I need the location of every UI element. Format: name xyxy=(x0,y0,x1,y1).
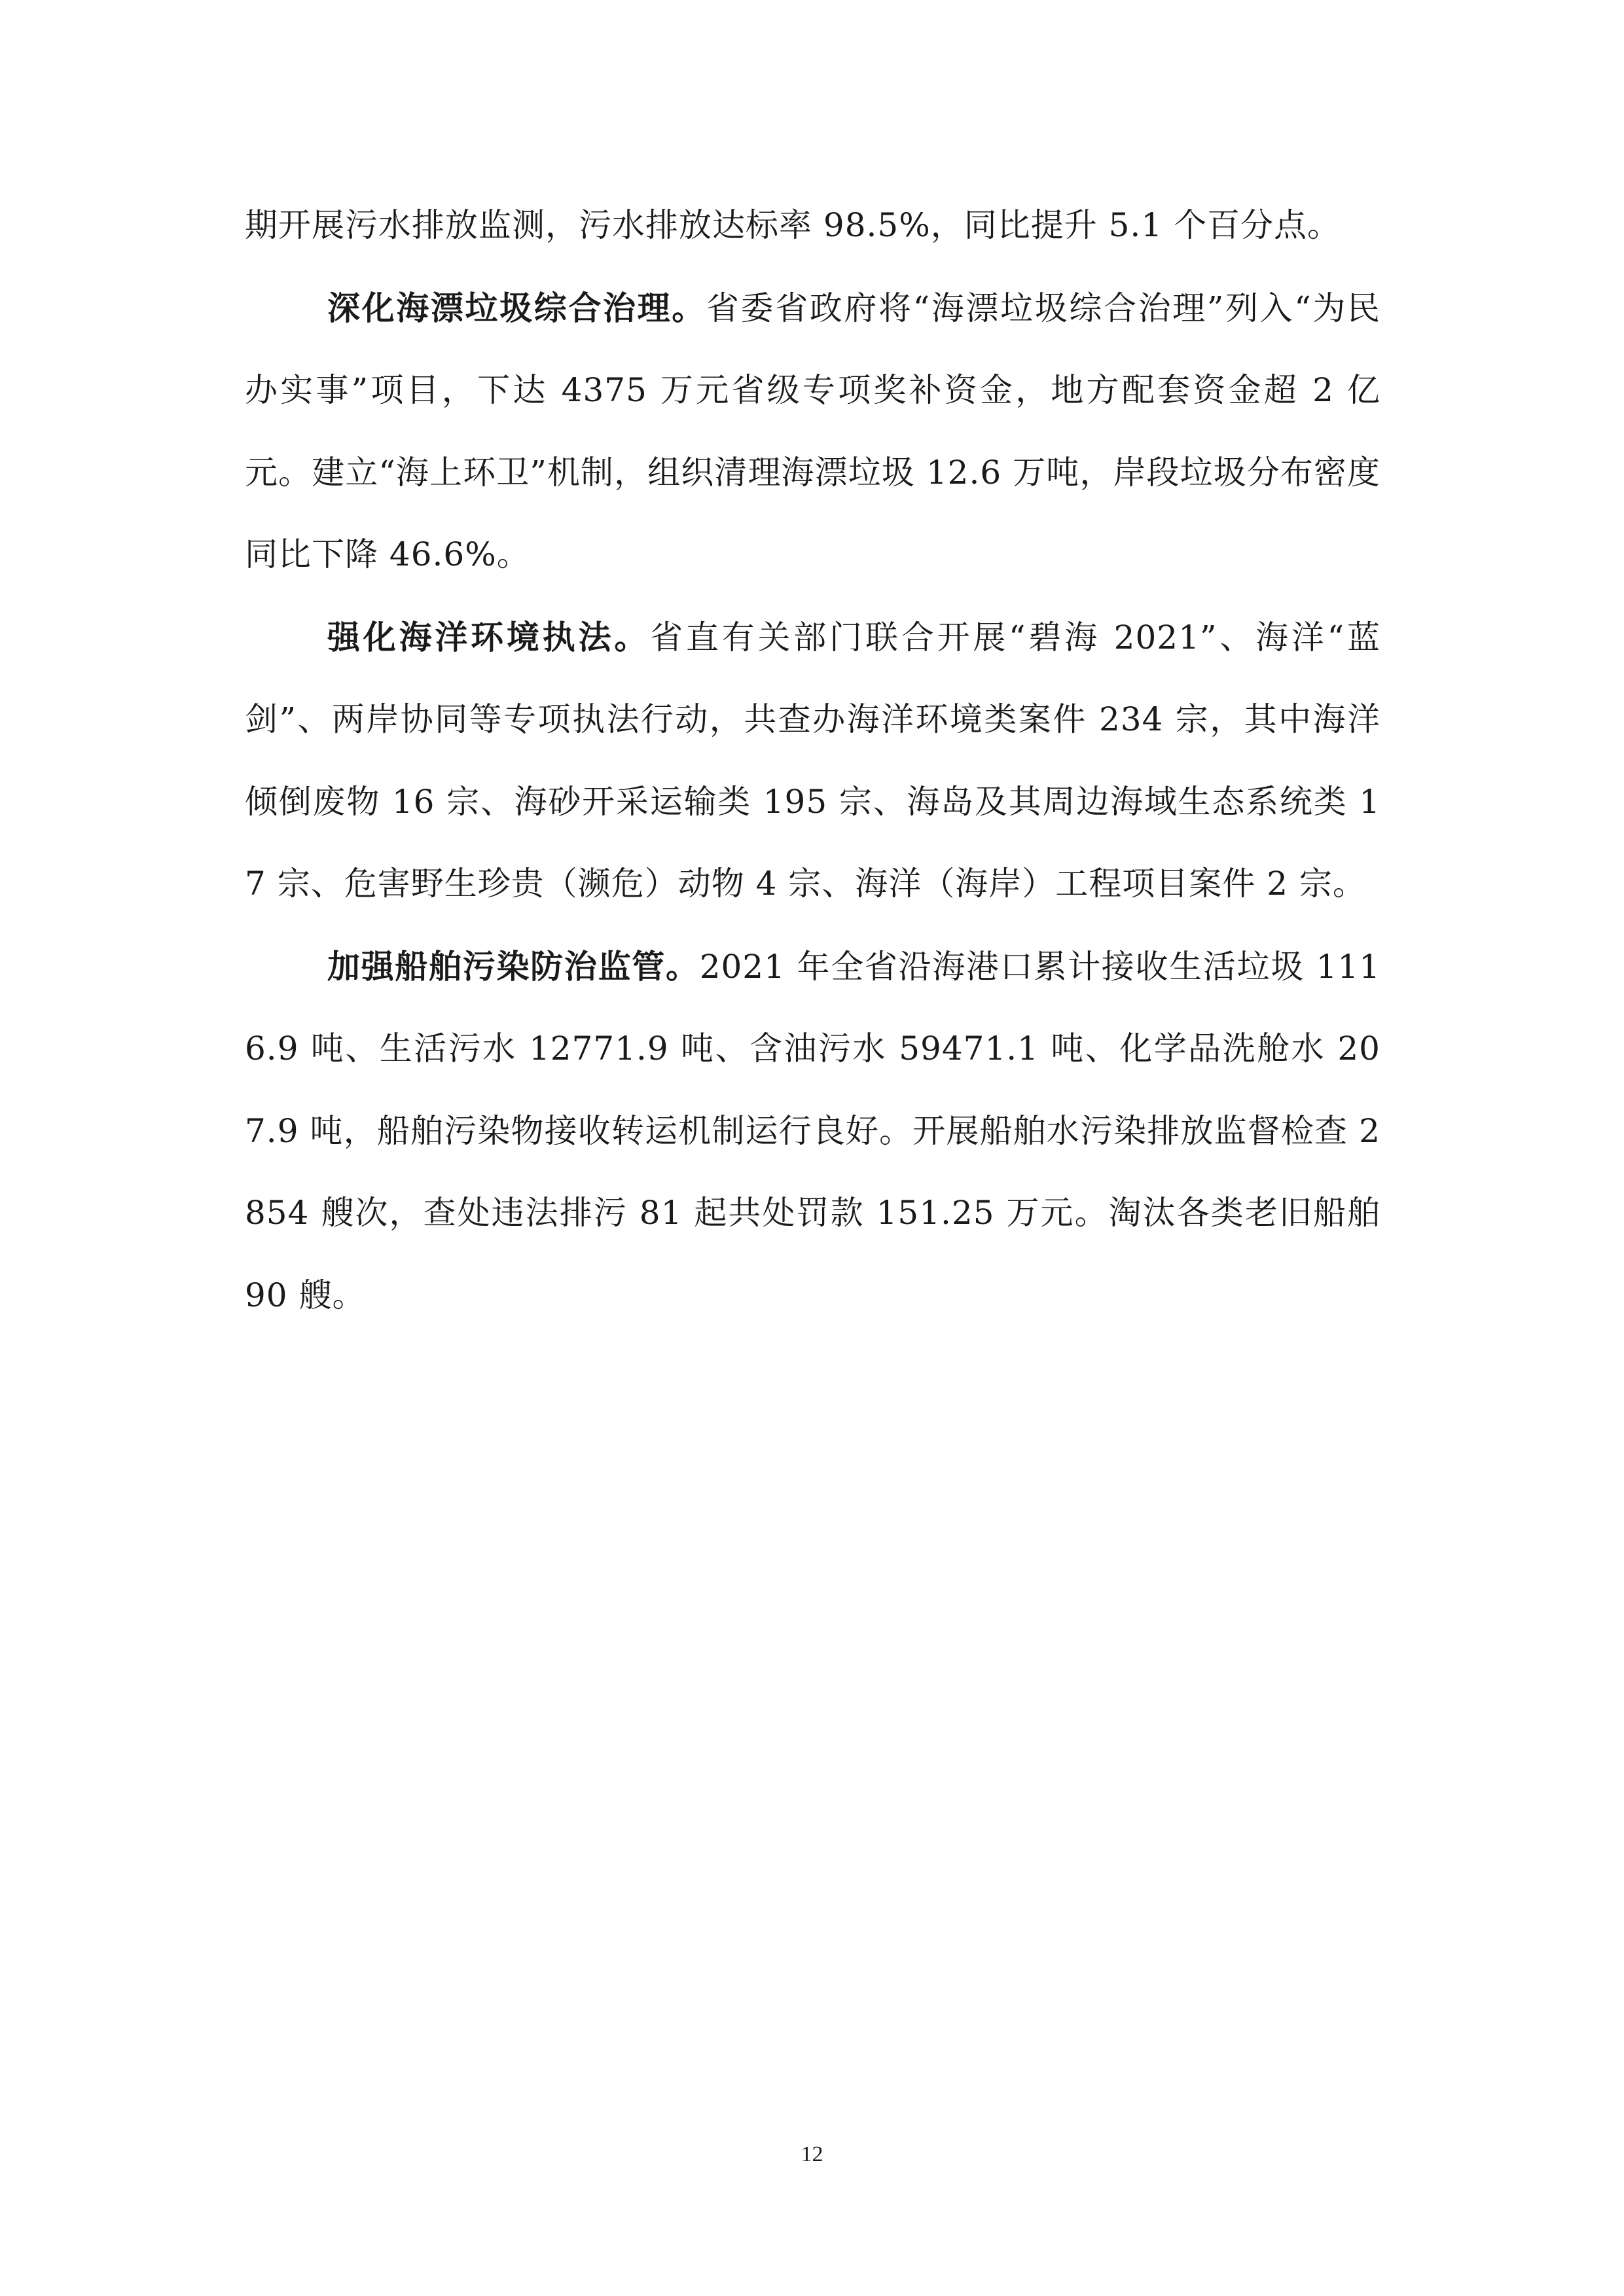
page-number: 12 xyxy=(801,2142,823,2166)
paragraph-enforcement xyxy=(245,596,1380,925)
paragraph-body: 省直有关部门联合开展“碧海 2021”、海洋“蓝剑”、两岸协同等专项执法行动，共查办海洋环境类案件 234 宗，其中海洋倾倒废物 16 宗、海砂开采运输类 195 宗、海岛及其周边海域生态系统类 17 宗、危害野生珍贵（濒危）动物 4 宗、海洋（海岸）工程项目案件 2 宗。 xyxy=(245,618,1381,903)
paragraph-body: 期开展污水排放监测，污水排放达标率 98.5%，同比提升 5.1 个百分点。 xyxy=(245,206,1341,244)
body-text xyxy=(245,185,1380,1336)
paragraph-body: 2021 年全省沿海港口累计接收生活垃圾 1116.9 吨、生活污水 12771.9 吨、含油污水 59471.1 吨、化学品洗舱水 207.9 吨，船舶污染物接收转运机制运行良好。开展船舶水污染排放监督检查 2854 艘次，查处违法排污 81 起共处罚款 151.25 万元。淘汰各类老旧船舶 90 艘。 xyxy=(245,947,1381,1314)
paragraph-body: 省委省政府将“海漂垃圾综合治理”列入“为民办实事”项目，下达 4375 万元省级专项奖补资金，地方配套资金超 2 亿元。建立“海上环卫”机制，组织清理海漂垃圾 12.6 万吨，岸段垃圾分布密度同比下降 46.6%。 xyxy=(245,289,1381,573)
paragraph-ship-pollution xyxy=(245,925,1380,1337)
paragraph-heading: 加强船舶污染防治监管。 xyxy=(327,946,700,986)
paragraph-heading: 深化海漂垃圾综合治理。 xyxy=(327,288,706,327)
paragraph-marine-debris xyxy=(245,267,1380,596)
paragraph-continued xyxy=(245,185,1380,267)
paragraph-heading: 强化海洋环境执法。 xyxy=(327,617,651,656)
